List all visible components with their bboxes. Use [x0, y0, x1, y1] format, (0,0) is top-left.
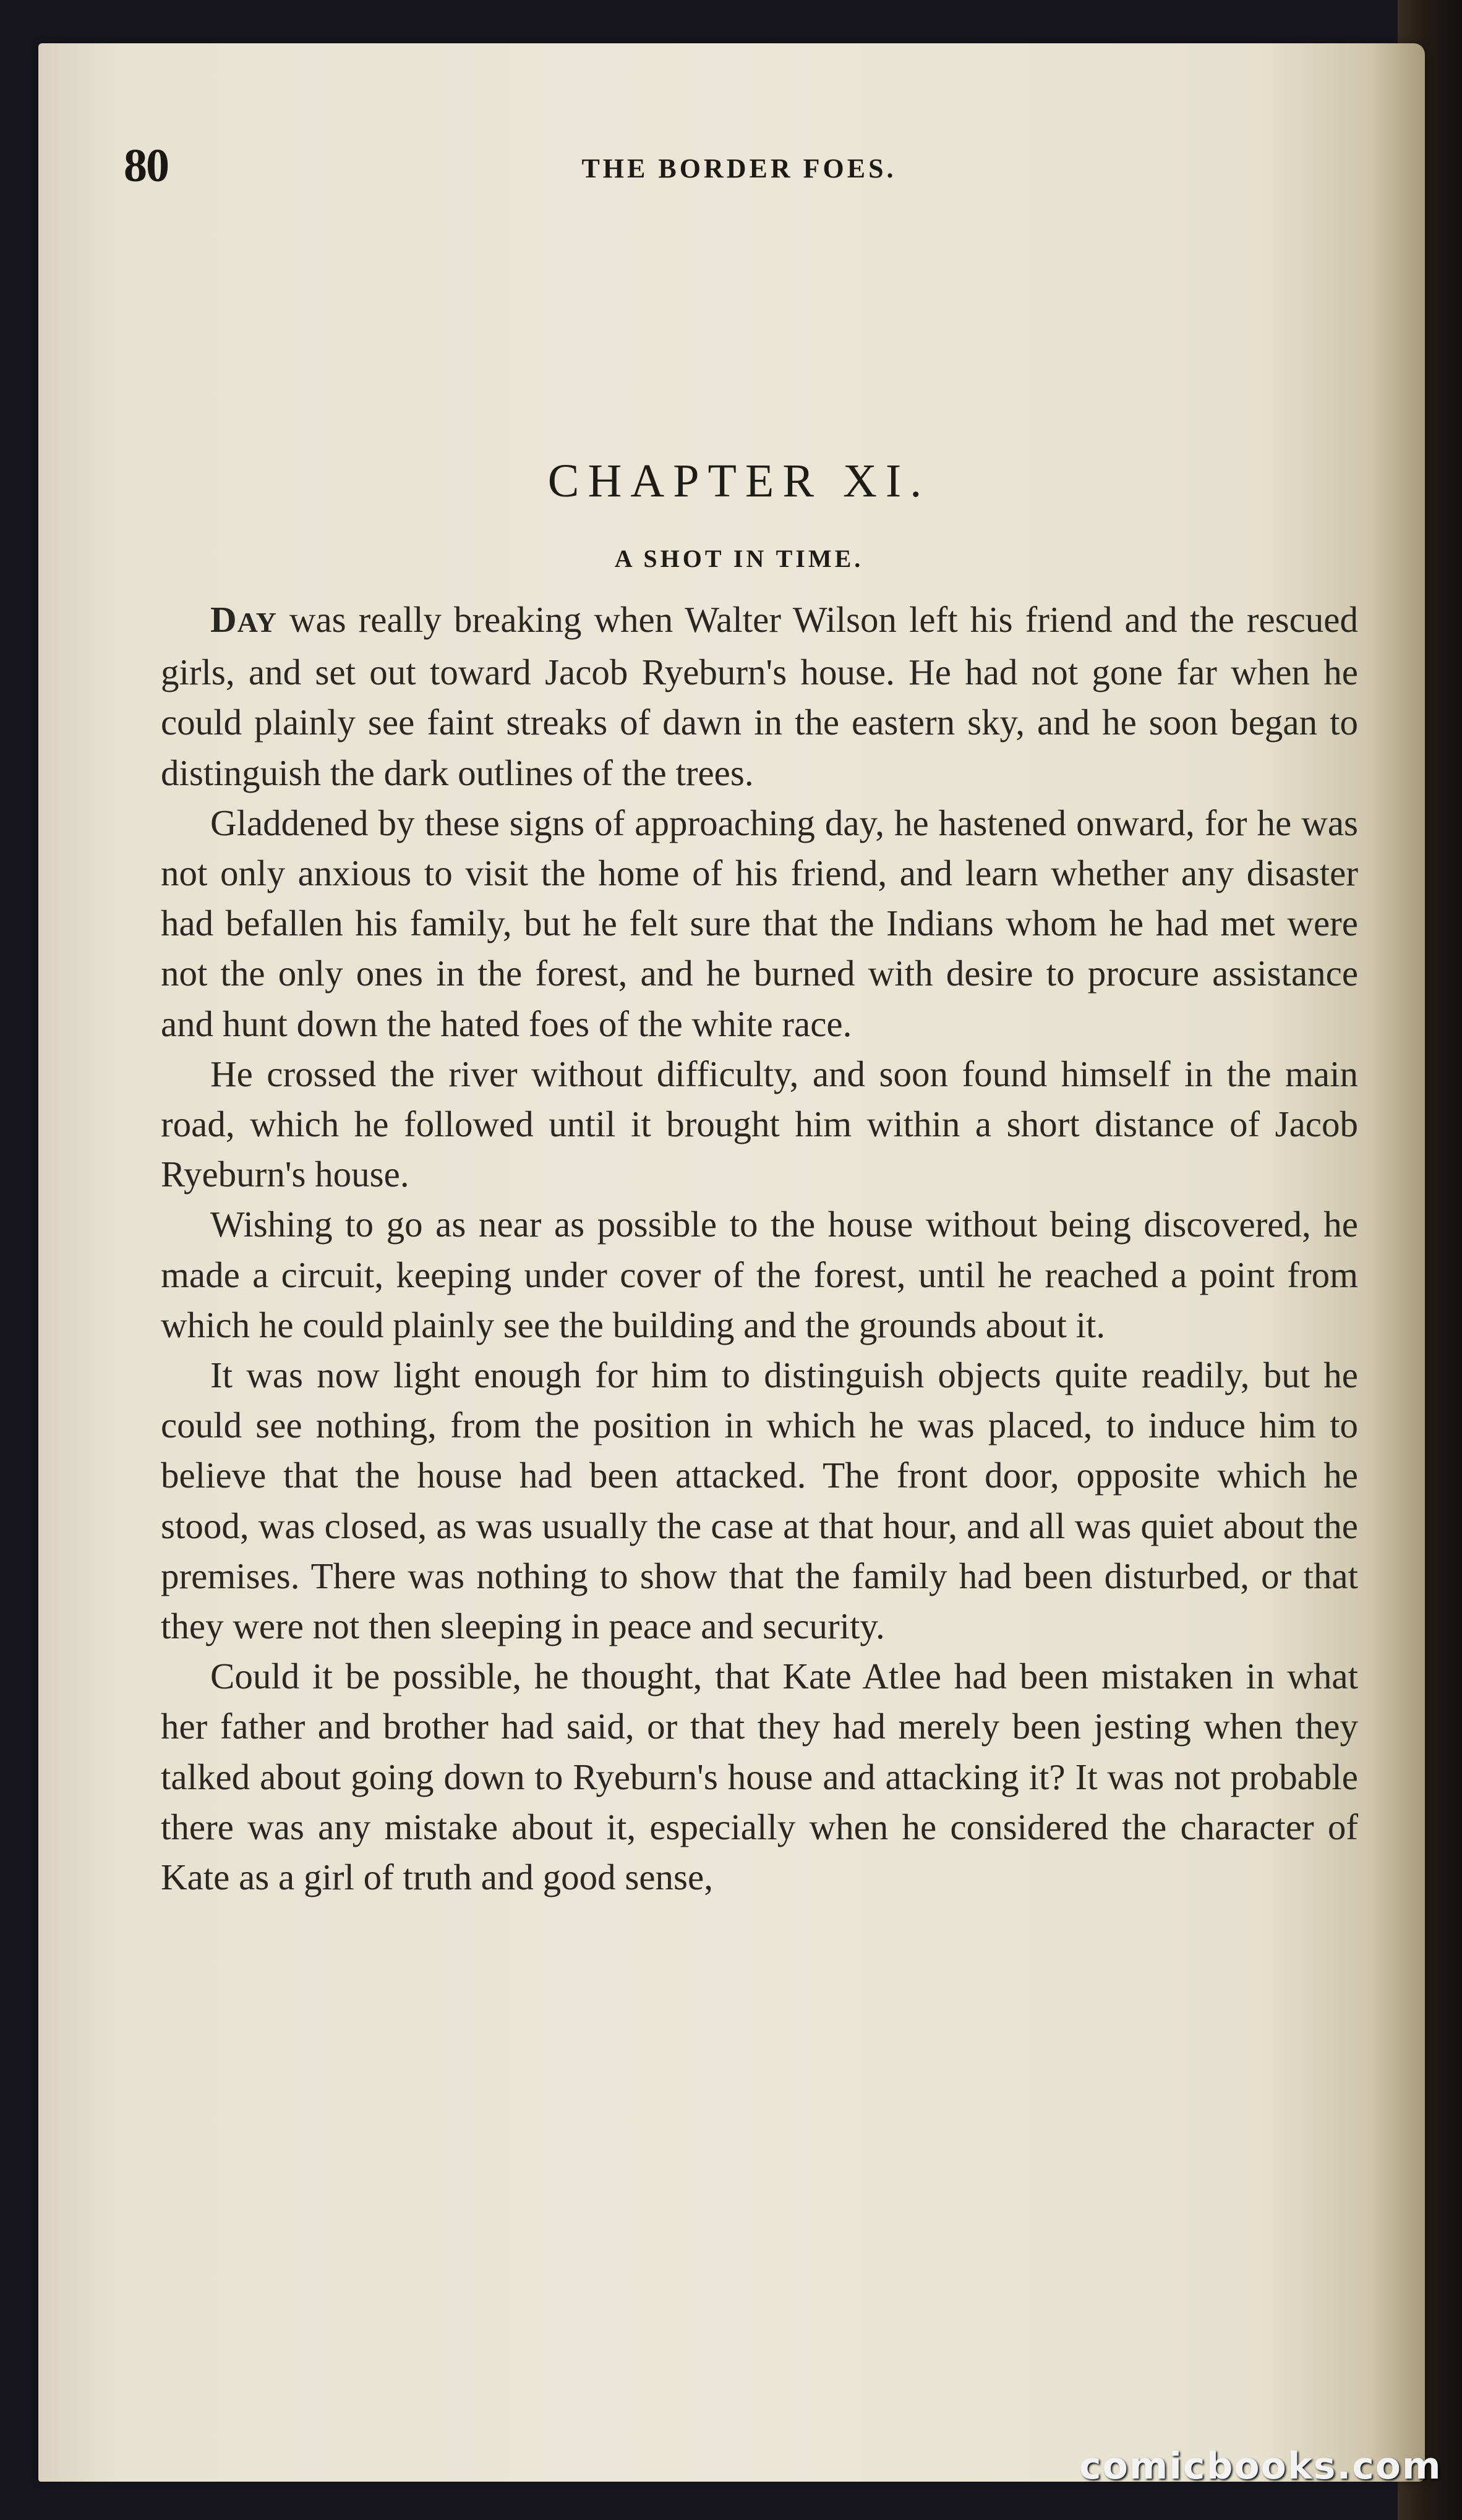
watermark: comicbooks.com [1079, 2445, 1442, 2488]
small-caps-word: AY [237, 607, 277, 638]
running-head [124, 139, 1354, 207]
chapter-subtitle: A SHOT IN TIME. [614, 545, 864, 573]
paragraph-3: He crossed the river without difficulty, and soon found himself in the main road, which he followed until it brought him within a short distance of Jacob Ryeburn's house. [161, 1053, 1358, 1195]
paragraph-2: Gladdened by these signs of approaching day, he hastened onward, for he was not only anxious to visit the home of his friend, and learn whether any disaster had befallen his family, but he felt sure that the Indians whom he had met were not the only ones in the forest, and he burned with desire to procure assistance and hunt down the hated foes of the white race. [161, 802, 1358, 1044]
body-text [161, 595, 1358, 1902]
paragraph-4: Wishing to go as near as possible to the house without being discovered, he made a circuit, keeping under cover of the forest, until he reached a point from which he could plainly see the building and the grounds about it. [161, 1204, 1358, 1345]
paragraph-1 [161, 595, 1358, 798]
paragraph-1-text: was really breaking when Walter Wilson left his friend and the rescued girls, and set out toward Jacob Ryeburn's house. He had not gone far when he could plainly see faint streaks of dawn in the eastern sky, and he soon began to distinguish the dark outlines of the trees. [161, 599, 1358, 793]
drop-cap: D [210, 599, 237, 640]
chapter-title: CHAPTER XI. [547, 455, 931, 507]
paragraph-6: Could it be possible, he thought, that Kate Atlee had been mistaken in what her father and brother had said, or that they had merely been jesting when they talked about going down to Ryeburn's house and attacking it? It was not probable there was any mistake about it, especially when he considered the character of Kate as a girl of truth and good sense, [161, 1656, 1358, 1898]
page-number: 80 [124, 140, 168, 192]
paragraph-5: It was now light enough for him to distinguish objects quite readily, but he could see nothing, from the position in which he was placed, to induce him to believe that the house had been attacked. The front door, opposite which he stood, was closed, as was usually the case at that hour, and all was quiet about the premises. There was nothing to show that the family had been disturbed, or that they were not then sleeping in peace and security. [161, 1355, 1358, 1647]
running-title: THE BORDER FOES. [581, 153, 897, 184]
